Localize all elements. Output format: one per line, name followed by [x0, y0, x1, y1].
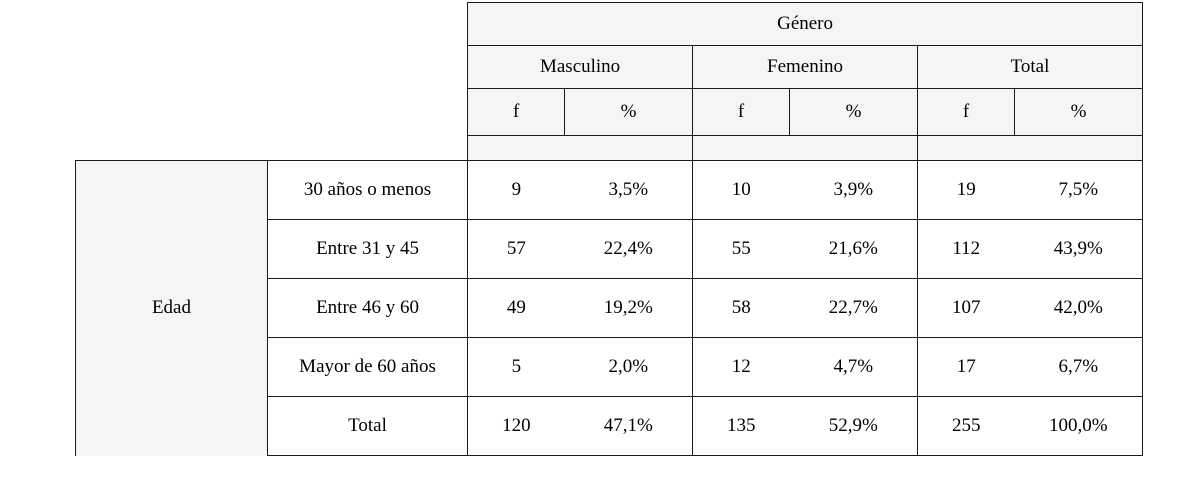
cell-total-pct: 100,0%	[1014, 397, 1142, 456]
row-category: Entre 31 y 45	[267, 220, 467, 279]
cell-masculino-pct: 22,4%	[565, 220, 693, 279]
cell-total-f: 19	[917, 161, 1014, 220]
header-spacer-row	[76, 136, 1143, 161]
cell-femenino-pct: 52,9%	[790, 397, 918, 456]
table-row	[76, 161, 1143, 220]
crosstab-table	[75, 2, 1143, 456]
measure-header-total-pct: %	[1014, 89, 1142, 136]
cell-masculino-pct: 3,5%	[565, 161, 693, 220]
cell-femenino-pct: 3,9%	[790, 161, 918, 220]
cell-total-pct: 6,7%	[1014, 338, 1142, 397]
header-row-categories	[76, 46, 1143, 89]
corner-empty-8	[267, 136, 467, 161]
cell-femenino-f: 10	[693, 161, 790, 220]
corner-empty-4	[267, 46, 467, 89]
cell-masculino-pct: 19,2%	[565, 279, 693, 338]
cell-masculino-f: 57	[468, 220, 565, 279]
row-variable-label: Edad	[76, 161, 268, 456]
cell-femenino-f: 58	[693, 279, 790, 338]
column-group-femenino: Femenino	[693, 46, 918, 89]
measure-header-femenino-f: f	[693, 89, 790, 136]
column-group-total: Total	[917, 46, 1142, 89]
cell-femenino-f: 135	[693, 397, 790, 456]
cell-total-f: 107	[917, 279, 1014, 338]
row-category: Entre 46 y 60	[267, 279, 467, 338]
header-row-measures	[76, 89, 1143, 136]
spacer-femenino-f	[693, 136, 790, 161]
row-category: Mayor de 60 años	[267, 338, 467, 397]
spacer-femenino-pct	[790, 136, 918, 161]
corner-empty-1	[76, 3, 268, 46]
cell-masculino-f: 5	[468, 338, 565, 397]
cell-total-f: 17	[917, 338, 1014, 397]
cell-total-pct: 42,0%	[1014, 279, 1142, 338]
row-category: Total	[267, 397, 467, 456]
column-group-masculino: Masculino	[468, 46, 693, 89]
measure-header-masculino-f: f	[468, 89, 565, 136]
cell-femenino-pct: 22,7%	[790, 279, 918, 338]
cell-masculino-f: 49	[468, 279, 565, 338]
cell-femenino-pct: 4,7%	[790, 338, 918, 397]
corner-empty-2	[267, 3, 467, 46]
cell-masculino-f: 120	[468, 397, 565, 456]
cell-total-f: 112	[917, 220, 1014, 279]
measure-header-femenino-pct: %	[790, 89, 918, 136]
cell-masculino-f: 9	[468, 161, 565, 220]
cell-masculino-pct: 2,0%	[565, 338, 693, 397]
corner-empty-3	[76, 46, 268, 89]
corner-empty-7	[76, 136, 268, 161]
spacer-masculino-pct	[565, 136, 693, 161]
measure-header-total-f: f	[917, 89, 1014, 136]
spacer-masculino-f	[468, 136, 565, 161]
header-row-group	[76, 3, 1143, 46]
cell-femenino-f: 12	[693, 338, 790, 397]
cell-masculino-pct: 47,1%	[565, 397, 693, 456]
column-group-label: Género	[468, 3, 1143, 46]
spacer-total-pct	[1014, 136, 1142, 161]
cell-total-f: 255	[917, 397, 1014, 456]
measure-header-masculino-pct: %	[565, 89, 693, 136]
corner-empty-6	[267, 89, 467, 136]
corner-empty-5	[76, 89, 268, 136]
cell-total-pct: 43,9%	[1014, 220, 1142, 279]
cell-femenino-f: 55	[693, 220, 790, 279]
cell-femenino-pct: 21,6%	[790, 220, 918, 279]
spacer-total-f	[917, 136, 1014, 161]
row-category: 30 años o menos	[267, 161, 467, 220]
cell-total-pct: 7,5%	[1014, 161, 1142, 220]
